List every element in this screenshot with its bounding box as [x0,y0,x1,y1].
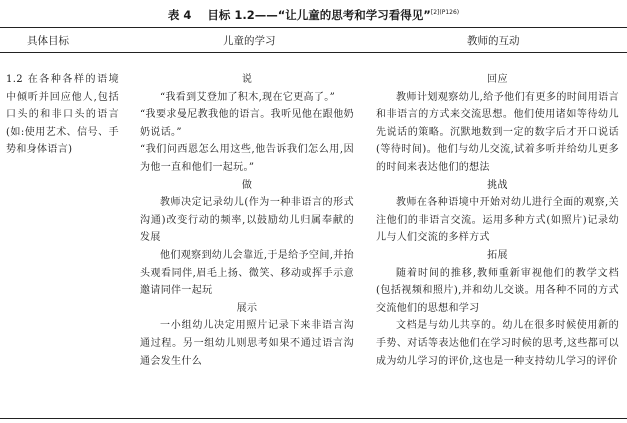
speak-quote-1: “我看到艾登加了积木,现在它更高了。” [160,91,336,103]
do-paragraph-2: 他们观察到幼儿会靠近,于是给予空间,并抬头观看同伴,眉毛上扬、微笑、移动或挥手示意邀请同伴一起玩 [140,249,354,297]
speak-quote-3: “我们问西恩怎么用这些,他告诉我们怎么用,因为他一直和他们一起玩。” [140,144,354,173]
do-heading: 做 [241,179,253,191]
expand-paragraph-2: 文档是与幼儿共享的。幼儿在很多时候使用新的手势、对话等表达他们在学习时候的思考,这些都可以成为幼儿学习的评价,这也是一种支持幼儿学习的评价 [376,320,619,367]
header-learning: 儿童的学习 [223,35,276,47]
top-rule [0,27,627,28]
learning-column [140,71,354,370]
header-rule [0,52,627,53]
header-interaction: 教师的互动 [467,35,520,47]
table-title [0,7,627,23]
expand-paragraph-1: 随着时间的推移,教师重新审视他们的教学文档(包括视频和照片),并和幼儿交谈。用各种不同的方式交流他们的思想和学习 [376,267,619,314]
speak-quote-2: “我要求曼尼教我他的语言。我听见他在跟他奶奶说话。” [140,109,354,138]
speak-heading: 说 [241,74,253,85]
bottom-rule [0,418,627,419]
do-paragraph-1: 教师决定记录幼儿(作为一种非语言的形式沟通)改变行动的频率,以鼓励幼儿归属奉献的发展 [140,197,354,244]
table-title-text: 目标 1.2——“让儿童的思考和学习看得见” [207,8,431,22]
interaction-column [376,71,619,370]
respond-heading: 回应 [487,74,508,85]
respond-paragraph: 教师计划观察幼儿,给予他们有更多的时间用语言和非语言的方式来交流思想。他们使用诸如等待幼儿先说话的策略。沉默地数到一定的数字后才开口说话(等待时间)。他们与幼儿交流,试着多听并给幼儿更多的时间来表达他们的想法 [376,91,619,173]
goal-column [6,71,119,159]
expand-heading: 拓展 [487,249,508,261]
table-number: 表 4 [167,8,192,22]
goal-text: 1.2 在各种各样的语境中倾听并回应他人,包括口头的和非口头的语言(如:使用艺术、信号、手势和身体语言) [6,74,119,156]
challenge-paragraph: 教师在各种语境中开始对幼儿进行全面的观察,关注他们的非语言交流。运用多种方式(如照片)记录幼儿与人们交流的多样方式 [376,197,619,244]
challenge-heading: 挑战 [487,179,508,191]
show-paragraph: 一小组幼儿决定用照片记录下来非语言沟通过程。另一组幼儿则思考如果不通过语言沟通会发生什么 [140,320,354,367]
header-goal: 具体目标 [27,35,69,47]
show-heading: 展示 [236,302,258,314]
citation-ref: [2](P126) [430,9,460,17]
